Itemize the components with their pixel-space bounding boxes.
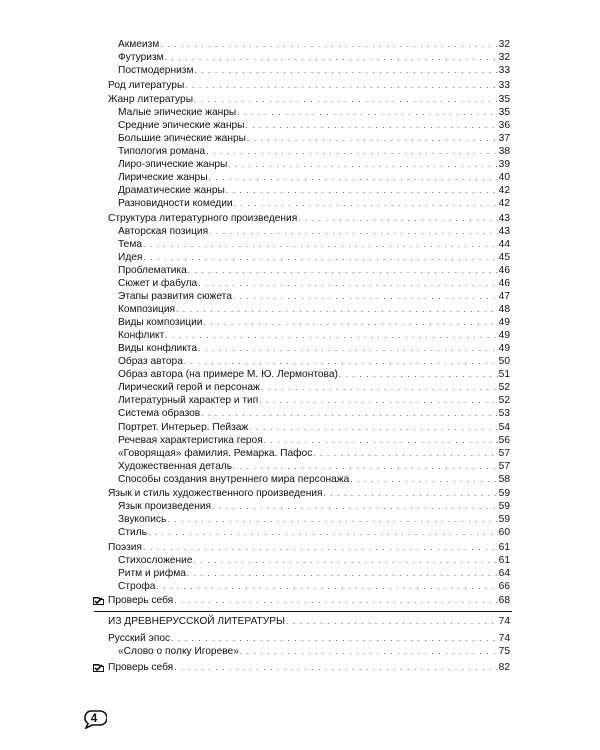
toc-leader-dots — [165, 329, 497, 342]
toc-row — [108, 526, 510, 539]
toc-page-number: 36 — [498, 120, 510, 132]
toc-page-number: 44 — [498, 238, 510, 250]
toc-leader-dots — [174, 661, 497, 674]
toc-leader-dots — [249, 421, 497, 434]
toc-page-number: 51 — [498, 369, 510, 381]
toc-title: Русский эпос — [108, 633, 171, 645]
toc-page-number: 52 — [498, 382, 510, 394]
toc-row — [108, 661, 510, 674]
toc-row — [108, 264, 510, 277]
toc-title: Лиро-эпические жанры — [118, 159, 228, 171]
toc-title: Стиль — [118, 527, 147, 539]
toc-title: Лирические жанры — [118, 172, 208, 184]
toc-leader-dots — [143, 238, 498, 251]
toc-page-number: 49 — [498, 317, 510, 329]
toc-page-number: 74 — [498, 633, 510, 645]
toc-leader-dots — [247, 132, 498, 145]
toc-row — [108, 447, 510, 460]
toc-title: Способы создания внутреннего мира персонажа — [118, 473, 350, 485]
toc-leader-dots — [264, 434, 498, 447]
toc-page-number: 42 — [498, 198, 510, 210]
toc-row — [108, 132, 510, 145]
toc-page-number: 33 — [498, 79, 510, 91]
toc-leader-dots — [185, 79, 497, 92]
toc-leader-dots — [206, 145, 497, 158]
toc-row — [108, 487, 510, 500]
toc-leader-dots — [167, 513, 497, 526]
toc-page-number: 48 — [498, 304, 510, 316]
toc-page-number: 59 — [498, 514, 510, 526]
toc-leader-dots — [233, 290, 498, 303]
toc-page-number: 45 — [498, 251, 510, 263]
toc-row — [108, 632, 510, 645]
toc-title: Проблематика — [118, 264, 187, 276]
toc-row — [108, 290, 510, 303]
toc-title: Род литературы — [108, 79, 185, 91]
toc-page-number: 74 — [498, 616, 510, 628]
toc-row — [108, 38, 510, 51]
toc-page-number: 53 — [498, 408, 510, 420]
toc-row — [108, 184, 510, 197]
toc-leader-dots — [245, 119, 497, 132]
toc-row — [108, 381, 510, 394]
toc-row — [108, 225, 510, 238]
toc-leader-dots — [226, 184, 498, 197]
toc-page-number: 32 — [498, 39, 510, 50]
toc-title: Типология романа — [118, 146, 206, 158]
toc-page-number: 33 — [498, 65, 510, 77]
toc-title: Стихосложение — [118, 554, 193, 566]
toc-leader-dots — [209, 171, 498, 184]
toc-page-number: 68 — [498, 595, 510, 607]
toc-title: Образ автора (на примере М. Ю. Лермонтова) — [118, 369, 338, 381]
toc-row — [108, 119, 510, 132]
toc-page-number: 59 — [498, 488, 510, 500]
toc-leader-dots — [198, 342, 498, 355]
toc-page-number: 61 — [498, 554, 510, 566]
toc-leader-dots — [286, 615, 498, 628]
toc-page-number: 46 — [498, 264, 510, 276]
toc-title: Звукопись — [118, 514, 167, 526]
toc-title: Строфа — [118, 580, 156, 592]
toc-page-number: 37 — [498, 133, 510, 145]
toc-title: Акмеизм — [118, 39, 160, 50]
toc-page-number: 57 — [498, 460, 510, 472]
toc-row — [108, 541, 510, 554]
toc-title: Виды композиции — [118, 317, 203, 329]
toc-leader-dots — [171, 632, 498, 645]
toc-row — [108, 580, 510, 593]
toc-row — [108, 473, 510, 486]
toc-row — [108, 212, 510, 225]
toc-row — [108, 567, 510, 580]
toc-title: Разновидности комедии — [118, 198, 233, 210]
toc-row — [108, 368, 510, 381]
toc-leader-dots — [194, 64, 497, 77]
toc-title: Язык и стиль художественного произведения — [108, 488, 323, 500]
table-of-contents — [108, 38, 510, 674]
toc-row — [108, 615, 510, 628]
page-number-badge — [81, 710, 107, 728]
toc-leader-dots — [209, 225, 498, 238]
toc-leader-dots — [148, 526, 498, 539]
toc-leader-dots — [156, 580, 497, 593]
toc-title: Язык произведения — [118, 501, 212, 513]
toc-page-number: 42 — [498, 185, 510, 197]
toc-row — [108, 316, 510, 329]
toc-row — [108, 355, 510, 368]
toc-title: Этапы развития сюжета — [118, 291, 232, 303]
toc-title: Композиция — [118, 304, 176, 316]
toc-leader-dots — [160, 38, 497, 51]
toc-page-number: 39 — [498, 159, 510, 171]
toc-title: Сюжет и фабула — [118, 278, 198, 290]
toc-page-number: 43 — [498, 212, 510, 224]
toc-title: Средние эпические жанры — [118, 120, 245, 132]
toc-page-number: 49 — [498, 330, 510, 342]
toc-row — [108, 158, 510, 171]
toc-page-number: 35 — [498, 93, 510, 105]
toc-title: Футуризм — [118, 52, 164, 64]
toc-row — [108, 171, 510, 184]
toc-leader-dots — [184, 355, 498, 368]
toc-title: Виды конфликта — [118, 343, 198, 355]
toc-title: Идея — [118, 251, 143, 263]
toc-leader-dots — [194, 93, 498, 106]
toc-title: ИЗ ДРЕВНЕРУССКОЙ ЛИТЕРАТУРЫ — [108, 616, 286, 628]
toc-row — [108, 197, 510, 210]
toc-row — [108, 64, 510, 77]
toc-leader-dots — [187, 567, 498, 580]
toc-page-number: 75 — [498, 646, 510, 658]
toc-leader-dots — [176, 303, 498, 316]
toc-leader-dots — [165, 51, 498, 64]
toc-title: Система образов — [118, 408, 201, 420]
toc-leader-dots — [188, 264, 498, 277]
toc-title: Поэзия — [108, 541, 142, 553]
toc-leader-dots — [143, 541, 498, 554]
toc-leader-dots — [212, 500, 498, 513]
toc-title: Литературный характер и тип — [118, 395, 259, 407]
toc-page-number: 57 — [498, 447, 510, 459]
toc-title: Малые эпические жанры — [118, 107, 237, 119]
toc-leader-dots — [174, 594, 497, 607]
toc-page-number: 47 — [498, 291, 510, 303]
toc-row — [108, 513, 510, 526]
toc-title: Проверь себя — [108, 661, 174, 673]
page-number: 4 — [90, 711, 98, 725]
toc-row — [108, 79, 510, 92]
toc-row — [108, 238, 510, 251]
toc-page-number: 43 — [498, 225, 510, 237]
toc-page-number: 46 — [498, 278, 510, 290]
toc-row — [108, 434, 510, 447]
toc-page-number: 35 — [498, 107, 510, 119]
toc-leader-dots — [261, 381, 498, 394]
toc-title: Структура литературного произведения — [108, 212, 298, 224]
toc-row — [108, 106, 510, 119]
toc-row — [108, 51, 510, 64]
toc-title: Речевая характеристика героя — [118, 434, 263, 446]
toc-title: Портрет. Интерьер. Пейзаж — [118, 421, 249, 433]
toc-row — [108, 342, 510, 355]
toc-title: Жанр литературы — [108, 93, 194, 105]
toc-title: Художественная деталь — [118, 460, 233, 472]
toc-title: Тема — [118, 238, 142, 250]
toc-page-number: 66 — [498, 580, 510, 592]
toc-page-number: 58 — [498, 473, 510, 485]
toc-row — [108, 145, 510, 158]
toc-leader-dots — [298, 212, 497, 225]
toc-leader-dots — [194, 554, 498, 567]
toc-page-number: 60 — [498, 527, 510, 539]
toc-title: Большие эпические жанры — [118, 133, 246, 145]
toc-row — [108, 460, 510, 473]
toc-leader-dots — [324, 487, 498, 500]
toc-page-number: 52 — [498, 395, 510, 407]
section-divider — [94, 611, 512, 612]
toc-leader-dots — [228, 158, 497, 171]
toc-leader-dots — [203, 316, 497, 329]
toc-row — [108, 93, 510, 106]
toc-leader-dots — [313, 447, 497, 460]
toc-page-number: 56 — [498, 434, 510, 446]
toc-title: Драматические жанры — [118, 185, 225, 197]
toc-row — [108, 421, 510, 434]
toc-page-number: 49 — [498, 343, 510, 355]
toc-title: «Говорящая» фамилия. Ремарка. Пафос — [118, 447, 313, 459]
toc-row — [108, 594, 510, 607]
toc-page-number: 40 — [498, 172, 510, 184]
toc-leader-dots — [143, 251, 497, 264]
toc-page-number: 59 — [498, 501, 510, 513]
check-yourself-icon — [92, 662, 105, 673]
toc-row — [108, 645, 510, 658]
check-yourself-icon — [92, 595, 105, 606]
toc-leader-dots — [198, 277, 497, 290]
toc-title: Проверь себя — [108, 595, 174, 607]
toc-row — [108, 500, 510, 513]
toc-leader-dots — [233, 460, 498, 473]
toc-page-number: 54 — [498, 421, 510, 433]
toc-page-number: 32 — [498, 52, 510, 64]
toc-row — [108, 251, 510, 264]
toc-row — [108, 407, 510, 420]
toc-leader-dots — [201, 407, 497, 420]
toc-page-number: 82 — [498, 661, 510, 673]
toc-title: Конфликт — [118, 330, 165, 342]
toc-row — [108, 394, 510, 407]
toc-leader-dots — [237, 106, 497, 119]
toc-row — [108, 554, 510, 567]
toc-leader-dots — [234, 197, 498, 210]
toc-leader-dots — [240, 645, 498, 658]
toc-leader-dots — [339, 368, 498, 381]
toc-leader-dots — [350, 473, 497, 486]
toc-title: Постмодернизм — [118, 65, 194, 77]
toc-row — [108, 329, 510, 342]
toc-leader-dots — [259, 394, 497, 407]
toc-title: Лирический герой и персонаж — [118, 382, 260, 394]
toc-title: «Слово о полку Игореве» — [118, 646, 239, 658]
toc-title: Образ автора — [118, 356, 183, 368]
toc-page-number: 61 — [498, 541, 510, 553]
toc-page-number: 64 — [498, 567, 510, 579]
toc-title: Авторская позиция — [118, 225, 209, 237]
toc-page-number: 38 — [498, 146, 510, 158]
toc-row — [108, 303, 510, 316]
toc-title: Ритм и рифма — [118, 567, 186, 579]
toc-row — [108, 277, 510, 290]
toc-page-number: 50 — [498, 356, 510, 368]
